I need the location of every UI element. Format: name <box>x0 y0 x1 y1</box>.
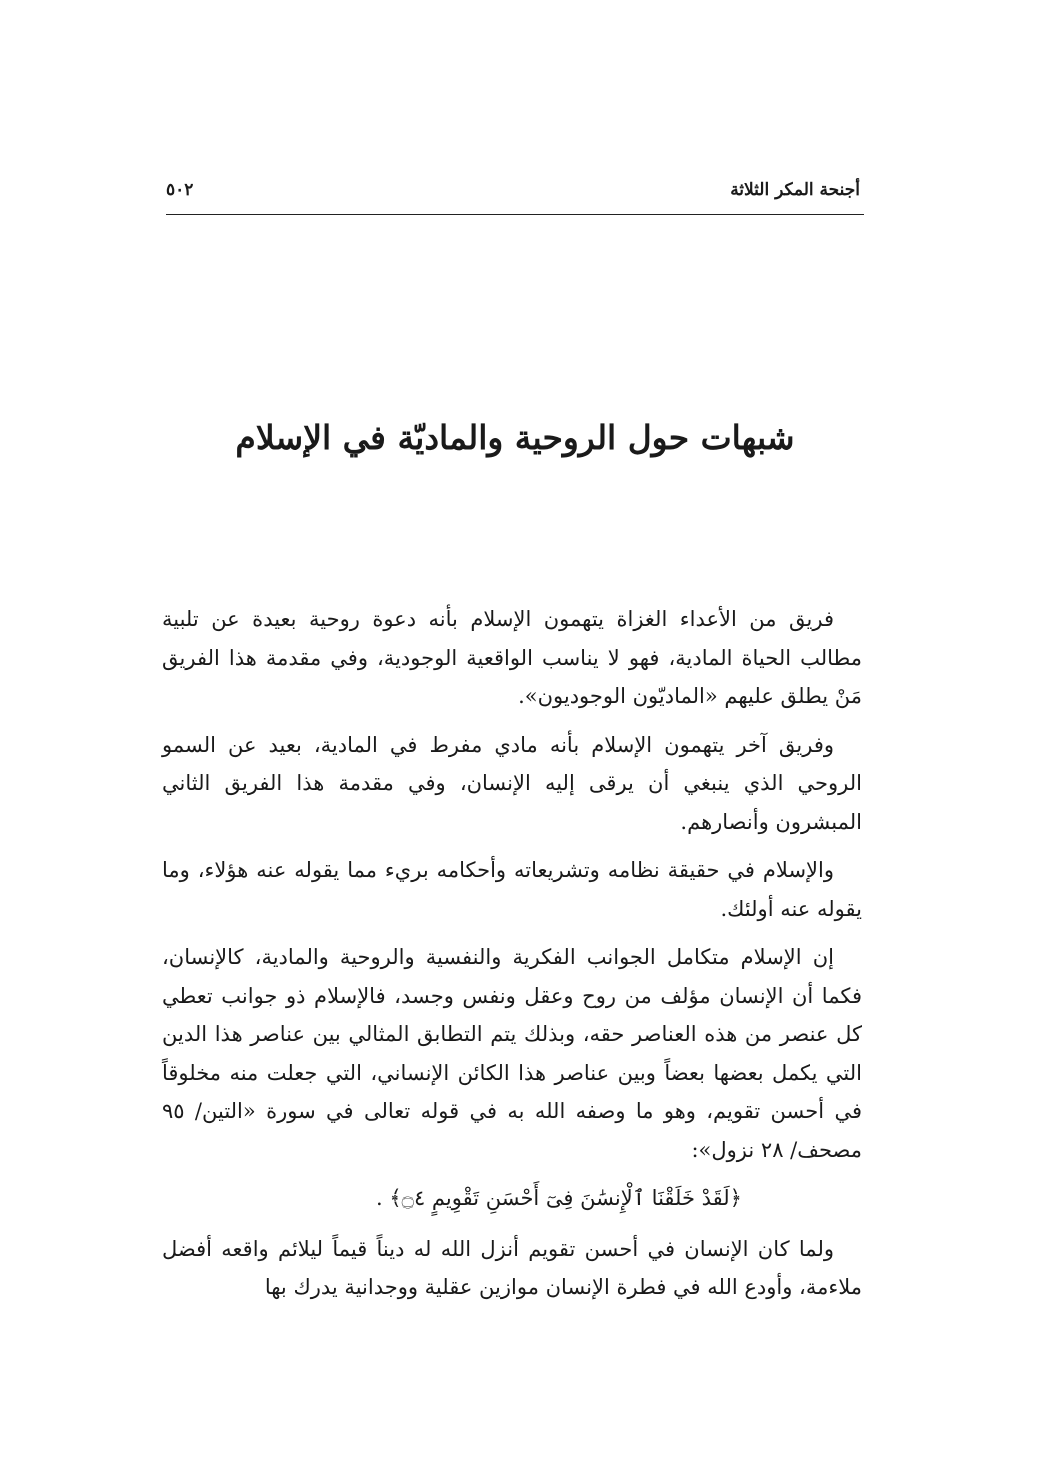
chapter-title: شبهات حول الروحية والماديّة في الإسلام <box>235 418 795 457</box>
body-text <box>162 600 862 1317</box>
quran-verse: ﴿لَقَدْ خَلَقْنَا ٱلْإِنسَٰنَ فِىٓ أَحْسَنِ تَقْوِيمٍ ۝٤﴾ . <box>375 1186 742 1210</box>
paragraph-1: فريق من الأعداء الغزاة يتهمون الإسلام بأنه دعوة روحية بعيدة عن تلبية مطالب الحياة المادية، فهو لا يناسب الواقعية الوجودية، وفي مقدمة هذا الفريق مَنْ يطلق عليهم «الماديّون الوجوديون». <box>162 607 862 708</box>
paragraph-4: إن الإسلام متكامل الجوانب الفكرية والنفسية والروحية والمادية، كالإنسان، فكما أن الإنسان مؤلف من روح وعقل ونفس وجسد، فالإسلام ذو جوانب تعطي كل عنصر من هذه العناصر حقه، وبذلك يتم التطابق المثالي بين عناصر هذا الدين التي يكمل بعضها بعضاً وبين عناصر هذا الكائن الإنساني، التي جعلت منه مخلوقاً في أحسن تقويم، وهو ما وصفه الله به في قوله تعالى في سورة «التين/ ٩٥ مصحف/ ٢٨ نزول»: <box>162 945 862 1162</box>
page-number: ٥٠٢ <box>166 180 194 200</box>
running-header <box>166 178 864 215</box>
paragraph-2: وفريق آخر يتهمون الإسلام بأنه مادي مفرط في المادية، بعيد عن السمو الروحي الذي ينبغي أن يرقى إليه الإنسان، وفي مقدمة هذا الفريق الثاني المبشرون وأنصارهم. <box>162 732 862 834</box>
book-title: أجنحة المكر الثلاثة <box>730 180 860 200</box>
paragraph-5: ولما كان الإنسان في أحسن تقويم أنزل الله له ديناً قيماً ليلائم واقعه أفضل ملاءمة، وأودع الله في فطرة الإنسان موازين عقلية ووجدانية يدرك بها <box>162 1236 862 1299</box>
paragraph-3: والإسلام في حقيقة نظامه وتشريعاته وأحكامه بريء مما يقوله عنه هؤلاء، وما يقوله عنه أولئك. <box>162 858 862 921</box>
